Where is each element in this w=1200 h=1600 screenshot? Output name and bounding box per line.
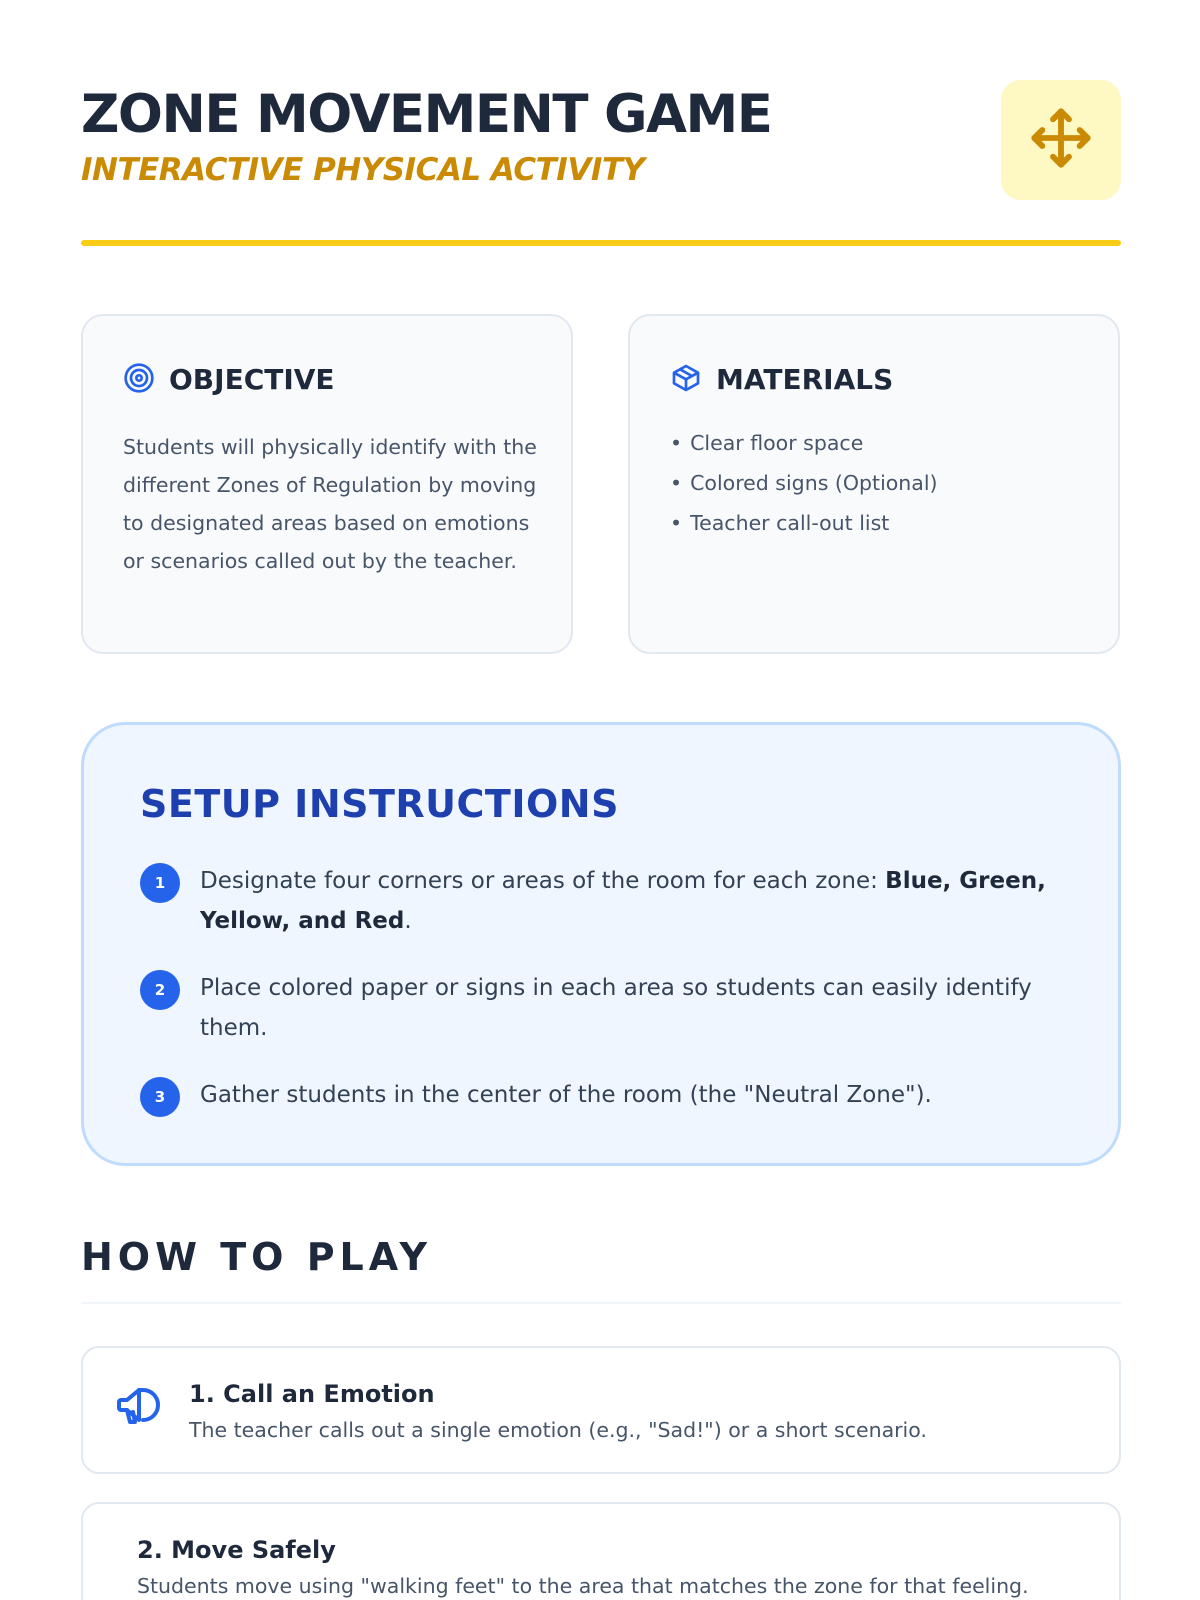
materials-header: [670, 362, 893, 398]
page-header: [81, 80, 1121, 200]
target-icon: [123, 362, 155, 398]
objective-header: [123, 362, 335, 398]
objective-text: Students will physically identify with the different Zones of Regulation by moving to designated areas based on emotions or scenarios called out by the teacher.: [123, 435, 537, 573]
play-step-desc: Students move using "walking feet" to the area that matches the zone for that feeling.: [137, 1574, 1029, 1598]
step-number-badge: 2: [140, 970, 180, 1010]
materials-list: [670, 428, 938, 548]
play-step-desc: The teacher calls out a single emotion (e.g., "Sad!") or a short scenario.: [189, 1418, 927, 1442]
objective-card: [81, 314, 573, 654]
list-item: • Teacher call-out list: [670, 508, 938, 548]
play-step-move-safely: [81, 1502, 1121, 1600]
step-number-badge: 1: [140, 863, 180, 903]
materials-title: MATERIALS: [716, 363, 894, 396]
box-icon: [670, 362, 702, 398]
page-title: ZONE MOVEMENT GAME: [81, 84, 772, 145]
play-step-title: 2. Move Safely: [137, 1536, 336, 1564]
move-arrows-icon: [1029, 106, 1093, 174]
how-to-play-divider: [81, 1302, 1121, 1304]
step-text: Designate four corners or areas of the room for each zone: Blue, Green, Yellow, and Red.: [200, 868, 1046, 934]
step-text: Gather students in the center of the room (the "Neutral Zone").: [200, 1082, 932, 1108]
setup-title: SETUP INSTRUCTIONS: [140, 782, 619, 826]
step-number-badge: 3: [140, 1077, 180, 1117]
list-item: • Colored signs (Optional): [670, 468, 938, 508]
materials-card: [628, 314, 1120, 654]
header-badge: [1001, 80, 1121, 200]
zone-colors-emphasis: Blue, Green, Yellow, and Red: [200, 868, 1046, 934]
play-step-title: 1. Call an Emotion: [189, 1380, 435, 1408]
play-step-call-emotion: [81, 1346, 1121, 1474]
page-subtitle: INTERACTIVE PHYSICAL ACTIVITY: [81, 152, 645, 188]
megaphone-icon: [113, 1380, 161, 1432]
setup-section: [81, 722, 1121, 1166]
how-to-play-title: HOW TO PLAY: [81, 1235, 433, 1279]
header-divider: [81, 240, 1121, 246]
step-text: Place colored paper or signs in each area so students can easily identify them.: [200, 975, 1032, 1041]
list-item: • Clear floor space: [670, 428, 938, 468]
objective-title: OBJECTIVE: [169, 363, 335, 396]
